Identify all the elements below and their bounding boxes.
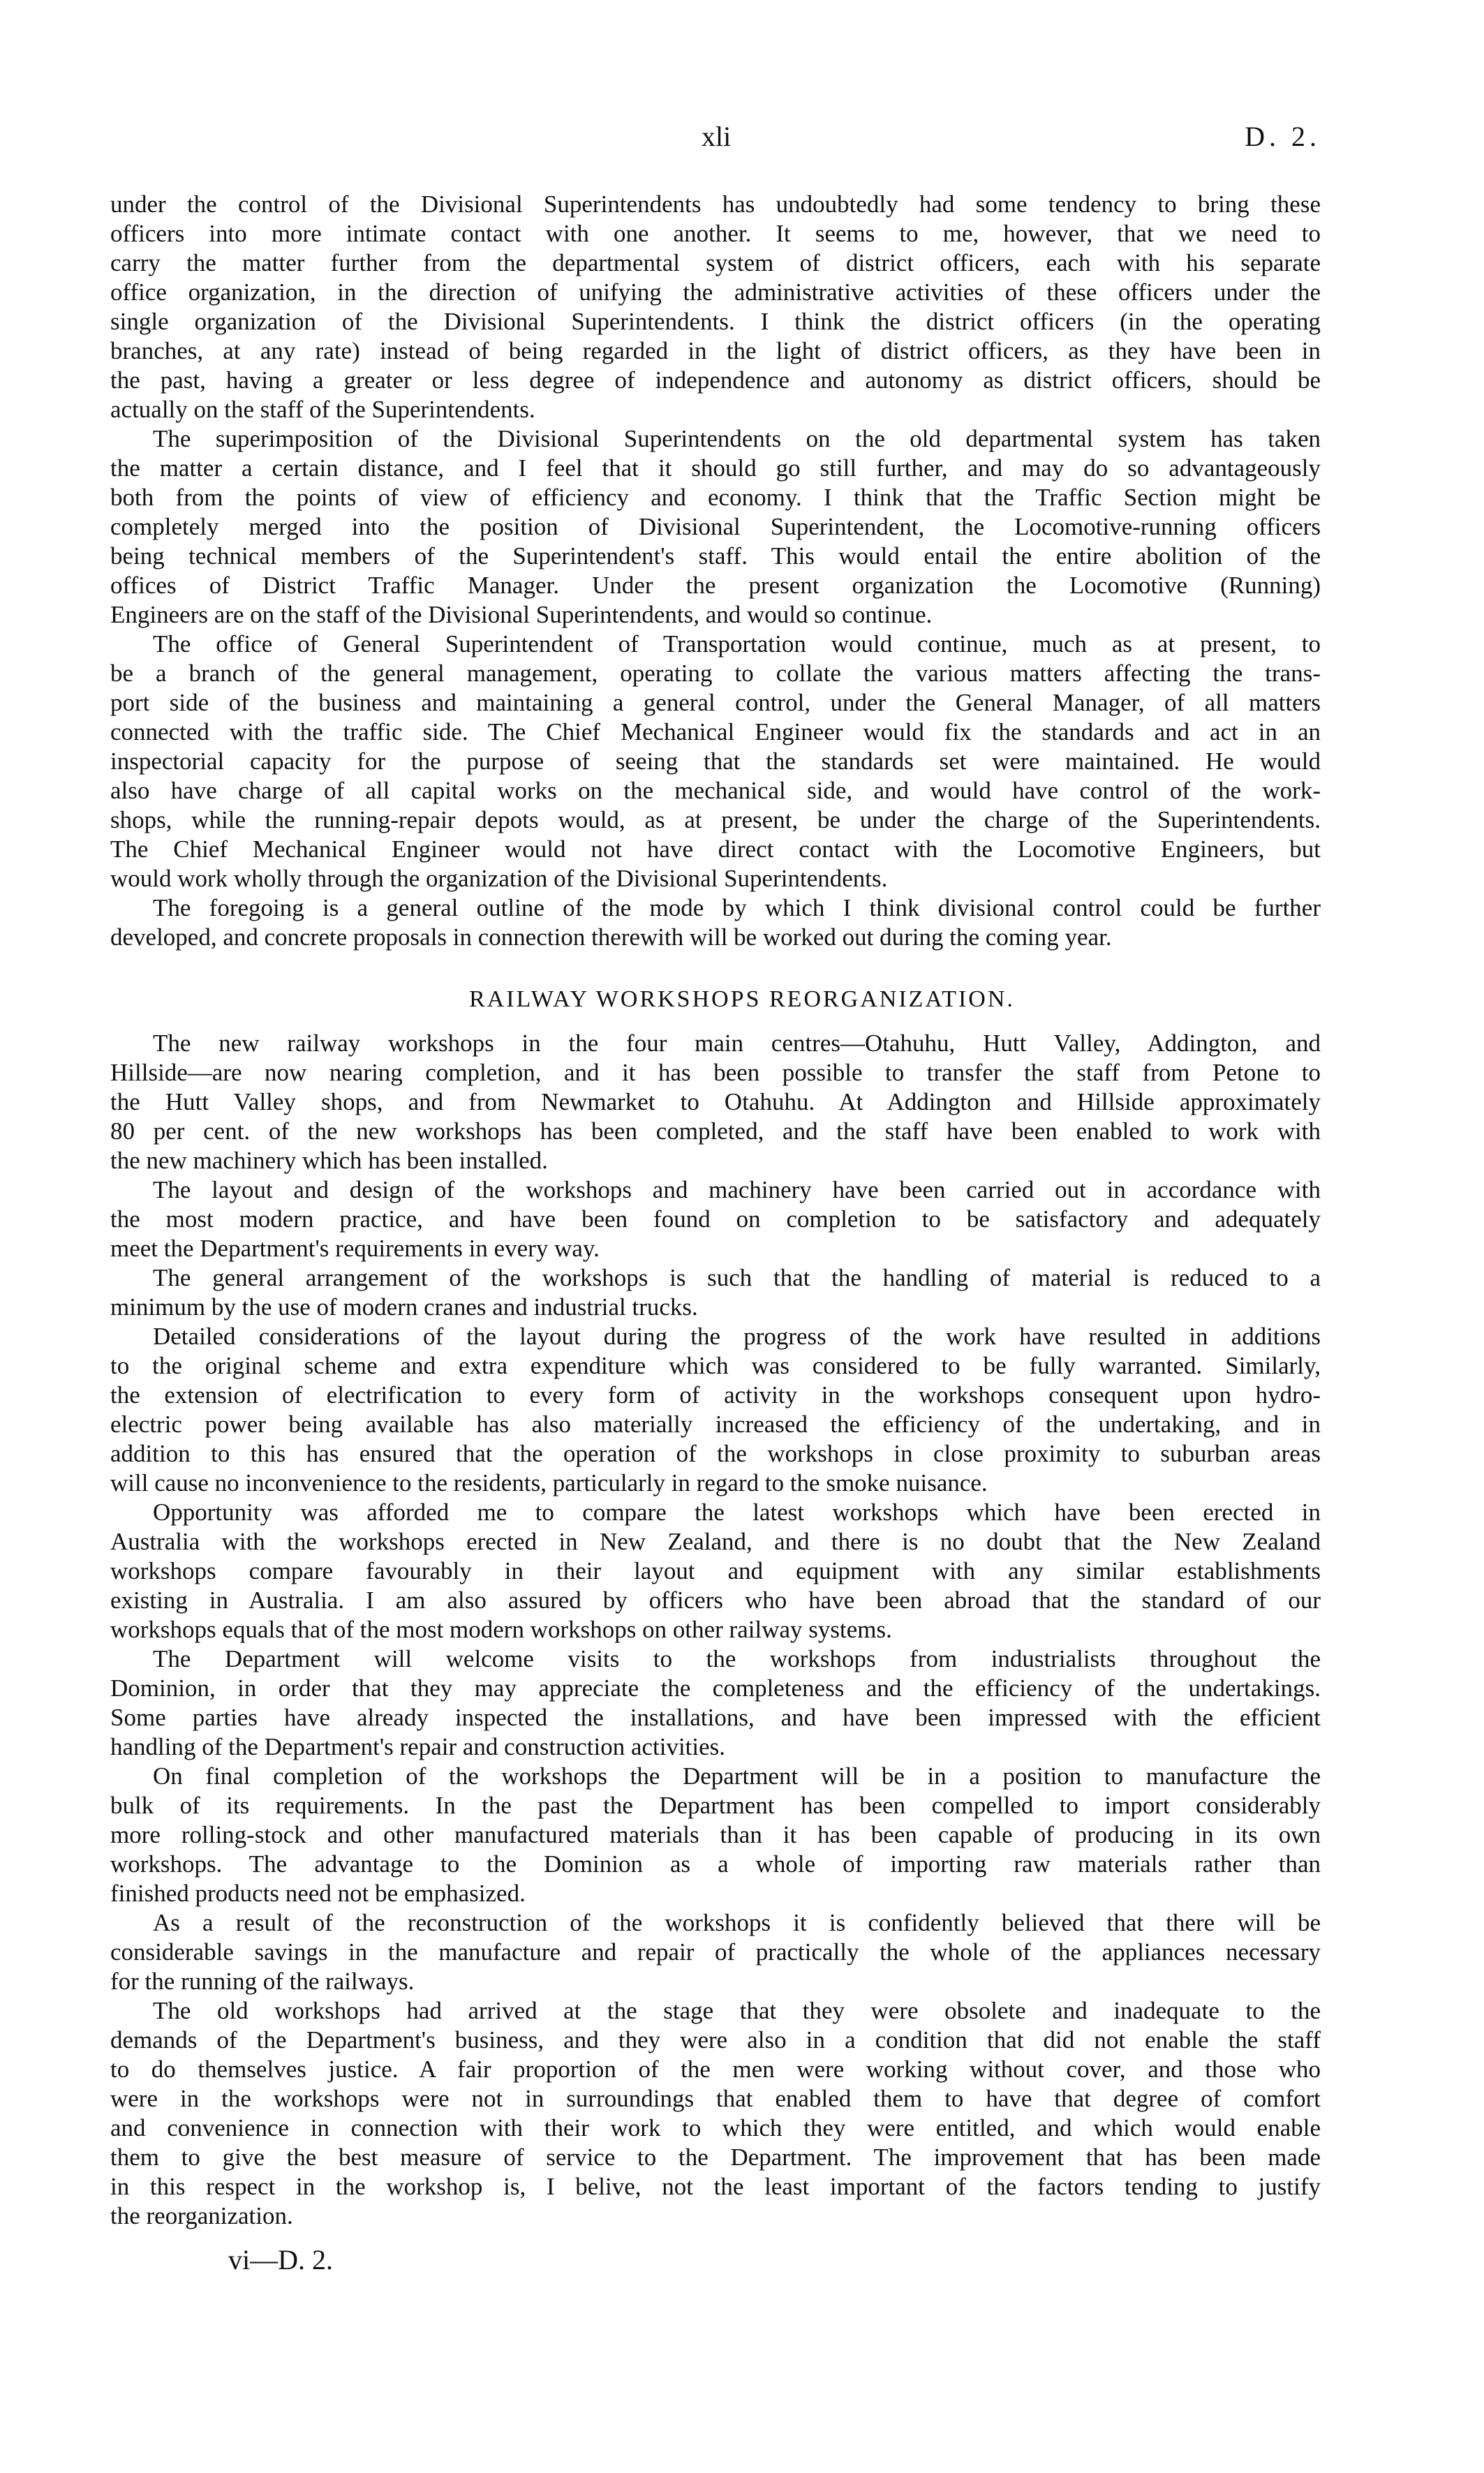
text-line: The Chief Mechanical Engineer would not have direct contact with the Locomotive Engineers, but — [110, 836, 1321, 863]
text-line: office organization, in the direction of unifying the administrative activities of these officers under the — [110, 279, 1321, 306]
text-line: The Department will welcome visits to the workshops from industrialists throughout the — [153, 1645, 1321, 1672]
page-number: xli — [702, 121, 732, 152]
text-line: considerable savings in the manufacture and repair of practically the whole of the appliances necessary — [110, 1938, 1321, 1966]
text-line: Engineers are on the staff of the Divisional Superintendents, and would so continue. — [110, 601, 933, 628]
text-line: The superimposition of the Divisional Superintendents on the old departmental system has taken — [153, 425, 1321, 452]
text-line: minimum by the use of modern cranes and industrial trucks. — [110, 1293, 698, 1321]
text-line: The general arrangement of the workshops is such that the handling of material is reduced to a — [153, 1264, 1321, 1291]
text-line: Australia with the workshops erected in New Zealand, and there is no doubt that the New Zealand — [110, 1528, 1321, 1555]
text-line: would work wholly through the organization of the Divisional Superintendents. — [110, 865, 888, 892]
text-line: single organization of the Divisional Superintendents. I think the district officers (in the operating — [110, 308, 1321, 335]
text-line: more rolling-stock and other manufactured materials than it has been capable of producing in its own — [110, 1821, 1321, 1848]
text-line: will cause no inconvenience to the residents, particularly in regard to the smoke nuisance. — [110, 1469, 988, 1497]
text-line: finished products need not be emphasized. — [110, 1880, 526, 1907]
text-line: The layout and design of the workshops and machinery have been carried out in accordance with — [153, 1176, 1321, 1203]
body-text-workshops — [110, 1029, 1321, 2231]
paragraph — [110, 424, 1321, 630]
text-line: actually on the staff of the Superintendents. — [110, 396, 535, 423]
text-line: were in the workshops were not in surroundings that enabled them to have that degree of comfort — [110, 2085, 1321, 2112]
text-line: The old workshops had arrived at the stage that they were obsolete and inadequate to the — [153, 1997, 1321, 2024]
document-reference: D. 2. — [1245, 121, 1321, 152]
text-line: Detailed considerations of the layout during the progress of the work have resulted in additions — [153, 1323, 1321, 1350]
signature-mark: vi—D. 2. — [228, 2244, 333, 2275]
text-line: The foregoing is a general outline of the mode by which I think divisional control could be further — [153, 894, 1321, 921]
text-line: The new railway workshops in the four main centres—Otahuhu, Hutt Valley, Addington, and — [153, 1030, 1321, 1057]
text-line: 80 per cent. of the new workshops has been completed, and the staff have been enabled to work with — [110, 1117, 1321, 1145]
text-line: The office of General Superintendent of Transportation would continue, much as at present, to — [153, 630, 1321, 658]
text-line: inspectorial capacity for the purpose of seeing that the standards set were maintained. He would — [110, 748, 1321, 775]
text-line: in this respect in the workshop is, I belive, not the least important of the factors tending to justify — [110, 2173, 1321, 2200]
paragraph — [110, 1908, 1321, 1996]
text-line: workshops compare favourably in their layout and equipment with any similar establishments — [110, 1557, 1321, 1584]
text-line: for the running of the railways. — [110, 1968, 415, 1995]
text-line: offices of District Traffic Manager. Under the present organization the Locomotive (Running) — [110, 572, 1321, 599]
text-line: shops, while the running-repair depots would, as at present, be under the charge of the Superintendents. — [110, 806, 1321, 833]
text-line: be a branch of the general management, operating to collate the various matters affecting the trans- — [110, 660, 1321, 687]
text-line: addition to this has ensured that the operation of the workshops in close proximity to suburban areas — [110, 1440, 1321, 1467]
text-line: workshops. The advantage to the Dominion as a whole of importing raw materials rather than — [110, 1850, 1321, 1878]
paragraph — [110, 1029, 1321, 1175]
paragraph — [110, 1996, 1321, 2231]
text-line: existing in Australia. I am also assured by officers who have been abroad that the standard of our — [110, 1587, 1321, 1614]
text-line: demands of the Department's business, and they were also in a condition that did not enable the staff — [110, 2026, 1321, 2054]
paragraph — [110, 893, 1321, 952]
paragraph — [110, 1762, 1321, 1908]
section-heading: RAILWAY WORKSHOPS REORGANIZATION. — [469, 986, 1015, 1012]
text-line: the extension of electrification to every form of activity in the workshops consequent upon hydro- — [110, 1381, 1321, 1409]
text-line: the past, having a greater or less degree of independence and autonomy as district officers, should be — [110, 366, 1321, 394]
text-line: and convenience in connection with their work to which they were entitled, and which would enable — [110, 2114, 1321, 2141]
text-line: Some parties have already inspected the installations, and have been impressed with the efficient — [110, 1704, 1321, 1731]
paragraph — [110, 1498, 1321, 1644]
text-line: developed, and concrete proposals in connection therewith will be worked out during the coming year. — [110, 923, 1112, 951]
text-line: being technical members of the Superintendent's staff. This would entail the entire abolition of the — [110, 542, 1321, 570]
text-line: As a result of the reconstruction of the workshops it is confidently believed that there will be — [153, 1909, 1321, 1936]
text-line: Opportunity was afforded me to compare the latest workshops which have been erected in — [153, 1499, 1321, 1526]
text-line: completely merged into the position of Divisional Superintendent, the Locomotive-running officers — [110, 513, 1321, 540]
text-line: the reorganization. — [110, 2202, 293, 2229]
text-line: officers into more intimate contact with one another. It seems to me, however, that we need to — [110, 220, 1321, 247]
text-line: to the original scheme and extra expenditure which was considered to be fully warranted. Similarly, — [110, 1352, 1321, 1379]
text-line: port side of the business and maintaining a general control, under the General Manager, of all matters — [110, 689, 1321, 716]
text-line: On final completion of the workshops the Department will be in a position to manufacture the — [153, 1762, 1321, 1790]
text-line: both from the points of view of efficiency and economy. I think that the Traffic Section might be — [110, 484, 1321, 511]
text-line: the Hutt Valley shops, and from Newmarket to Otahuhu. At Addington and Hillside approximately — [110, 1088, 1321, 1115]
text-line: them to give the best measure of service to the Department. The improvement that has been made — [110, 2144, 1321, 2171]
paragraph — [110, 190, 1321, 424]
text-line: also have charge of all capital works on the mechanical side, and would have control of the work- — [110, 777, 1321, 804]
text-line: the matter a certain distance, and I feel that it should go still further, and may do so advantageously — [110, 454, 1321, 482]
paragraph — [110, 1644, 1321, 1762]
paragraph — [110, 1322, 1321, 1498]
text-line: meet the Department's requirements in every way. — [110, 1235, 600, 1262]
text-line: Dominion, in order that they may appreciate the completeness and the efficiency of the undertakings. — [110, 1674, 1321, 1702]
text-line: Hillside—are now nearing completion, and it has been possible to transfer the staff from Petone to — [110, 1059, 1321, 1086]
paragraph — [110, 630, 1321, 893]
text-line: branches, at any rate) instead of being regarded in the light of district officers, as they have been in — [110, 337, 1321, 364]
paragraph — [110, 1175, 1321, 1263]
text-line: under the control of the Divisional Superintendents has undoubtedly had some tendency to bring these — [110, 191, 1321, 218]
paragraph — [110, 1263, 1321, 1322]
body-text-top — [110, 190, 1321, 952]
text-line: connected with the traffic side. The Chief Mechanical Engineer would fix the standards and act in an — [110, 718, 1321, 745]
text-line: electric power being available has also materially increased the efficiency of the undertaking, and in — [110, 1411, 1321, 1438]
text-line: the new machinery which has been installed. — [110, 1147, 548, 1174]
text-line: carry the matter further from the departmental system of district officers, each with his separate — [110, 249, 1321, 276]
text-line: the most modern practice, and have been found on completion to be satisfactory and adequately — [110, 1205, 1321, 1233]
text-line: workshops equals that of the most modern workshops on other railway systems. — [110, 1616, 892, 1643]
text-line: to do themselves justice. A fair proportion of the men were working without cover, and those who — [110, 2056, 1321, 2083]
text-line: bulk of its requirements. In the past the Department has been compelled to import considerably — [110, 1792, 1321, 1819]
text-line: handling of the Department's repair and construction activities. — [110, 1733, 726, 1760]
